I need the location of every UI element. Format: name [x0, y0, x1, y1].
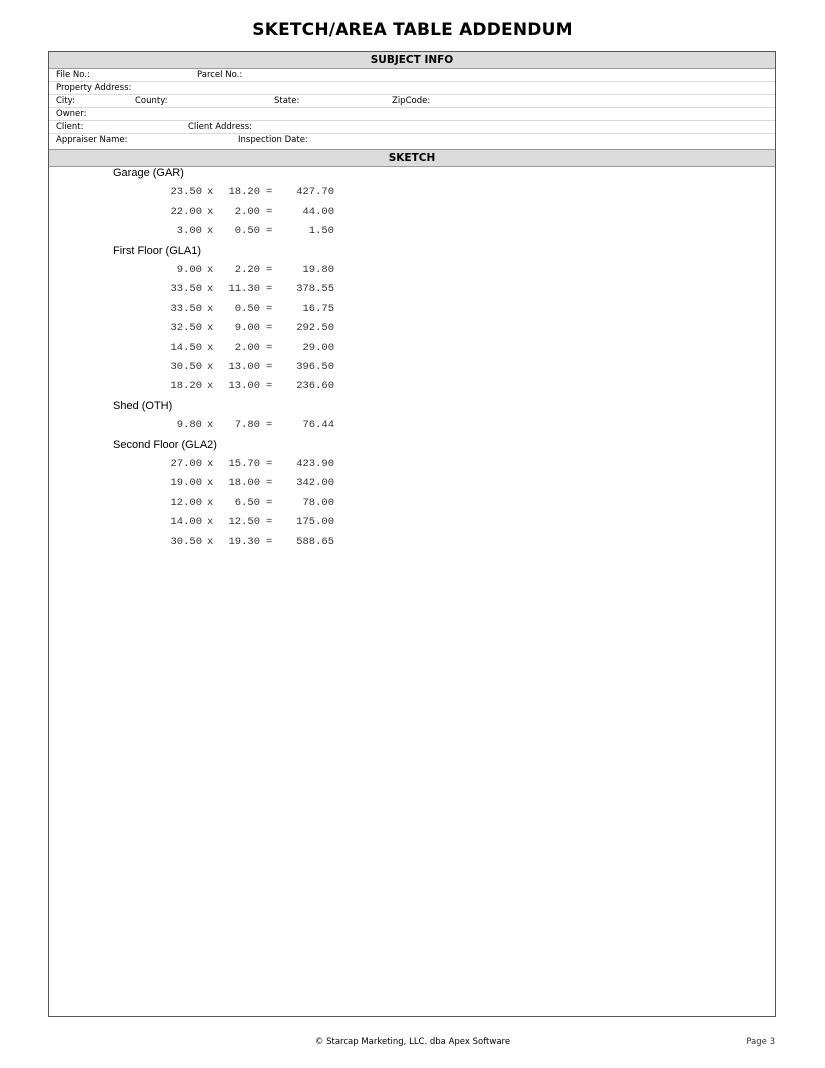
- dimension-b: 18.20: [228, 186, 260, 199]
- times-symbol: x: [207, 225, 214, 238]
- client-address-label: Client Address:: [188, 122, 253, 132]
- times-symbol: x: [207, 361, 214, 373]
- dimension-b: 6.50: [234, 496, 260, 509]
- equals-symbol: =: [266, 419, 273, 432]
- owner-label: Owner:: [56, 109, 87, 119]
- dimension-a: 23.50: [170, 186, 202, 199]
- area-result: 175.00: [296, 516, 334, 529]
- area-result: 1.50: [308, 225, 334, 238]
- times-symbol: x: [207, 419, 214, 432]
- times-symbol: x: [207, 302, 214, 315]
- times-symbol: x: [207, 535, 214, 548]
- info-row-address: [49, 82, 775, 95]
- dimension-a: 14.00: [170, 516, 202, 529]
- dimension-a: 30.50: [170, 535, 202, 548]
- times-symbol: x: [207, 264, 214, 276]
- equals-symbol: =: [266, 264, 273, 276]
- dimension-b: 13.00: [228, 361, 260, 373]
- equals-symbol: =: [266, 496, 273, 509]
- area-result: 19.80: [302, 264, 334, 276]
- dimension-a: 32.50: [170, 322, 202, 335]
- dimension-b: 2.00: [234, 341, 260, 354]
- sketch-section-title: Second Floor (GLA2): [113, 438, 217, 451]
- form-frame: [48, 51, 776, 1017]
- times-symbol: x: [207, 186, 214, 199]
- dimension-a: 19.00: [170, 477, 202, 490]
- times-symbol: x: [207, 477, 214, 490]
- document-title: SKETCH/AREA TABLE ADDENDUM: [252, 20, 573, 40]
- dimension-b: 7.80: [234, 419, 260, 432]
- sketch-section-title: Garage (GAR): [113, 167, 184, 179]
- area-result: 588.65: [296, 535, 334, 548]
- equals-symbol: =: [266, 341, 273, 354]
- equals-symbol: =: [266, 458, 273, 470]
- city-label: City:: [56, 96, 75, 106]
- equals-symbol: =: [266, 283, 273, 296]
- dimension-b: 0.50: [234, 225, 260, 238]
- area-result: 44.00: [302, 205, 334, 218]
- state-label: State:: [274, 96, 300, 106]
- equals-symbol: =: [266, 380, 273, 393]
- area-result: 76.44: [302, 419, 334, 432]
- appraiser-name-label: Appraiser Name:: [56, 135, 128, 145]
- area-result: 16.75: [302, 302, 334, 315]
- area-result: 378.55: [296, 283, 334, 296]
- times-symbol: x: [207, 341, 214, 354]
- equals-symbol: =: [266, 302, 273, 315]
- info-row-appraiser: [49, 134, 775, 147]
- sketch-section-title: Shed (OTH): [113, 399, 173, 412]
- area-result: 236.60: [296, 380, 334, 393]
- area-result: 29.00: [302, 341, 334, 354]
- equals-symbol: =: [266, 477, 273, 490]
- sketch-section-title: First Floor (GLA1): [113, 244, 202, 257]
- times-symbol: x: [207, 322, 214, 335]
- dimension-a: 18.20: [170, 380, 202, 393]
- info-row-city: [49, 95, 775, 108]
- dimension-a: 3.00: [176, 225, 202, 238]
- equals-symbol: =: [266, 535, 273, 548]
- info-row-file: [49, 69, 775, 82]
- equals-symbol: =: [266, 322, 273, 335]
- client-label: Client:: [56, 122, 84, 132]
- dimension-a: 9.80: [176, 419, 202, 432]
- area-result: 427.70: [296, 186, 334, 199]
- county-label: County:: [135, 96, 168, 106]
- page-number: Page 3: [746, 1037, 775, 1047]
- info-row-client: [49, 121, 775, 134]
- dimension-a: 22.00: [170, 205, 202, 218]
- times-symbol: x: [207, 516, 214, 529]
- equals-symbol: =: [266, 186, 273, 199]
- dimension-b: 0.50: [234, 302, 260, 315]
- footer-copyright: © Starcap Marketing, LLC. dba Apex Software: [314, 1037, 511, 1047]
- dimension-a: 30.50: [170, 361, 202, 373]
- equals-symbol: =: [266, 225, 273, 238]
- file-no-label: File No.:: [56, 70, 90, 80]
- dimension-a: 27.00: [170, 458, 202, 470]
- dimension-b: 11.30: [228, 283, 260, 296]
- zipcode-label: ZipCode:: [392, 96, 431, 106]
- dimension-a: 14.50: [170, 341, 202, 354]
- times-symbol: x: [207, 283, 214, 296]
- equals-symbol: =: [266, 361, 273, 373]
- dimension-b: 15.70: [228, 458, 260, 470]
- dimension-a: 9.00: [176, 264, 202, 276]
- parcel-no-label: Parcel No.:: [197, 70, 243, 80]
- area-result: 423.90: [296, 458, 334, 470]
- times-symbol: x: [207, 380, 214, 393]
- area-result: 342.00: [296, 477, 334, 490]
- times-symbol: x: [207, 205, 214, 218]
- dimension-b: 9.00: [234, 322, 260, 335]
- dimension-b: 18.00: [228, 477, 260, 490]
- dimension-b: 2.20: [234, 264, 260, 276]
- inspection-date-label: Inspection Date:: [238, 135, 308, 145]
- dimension-a: 33.50: [170, 283, 202, 296]
- area-result: 292.50: [296, 322, 334, 335]
- dimension-b: 2.00: [234, 205, 260, 218]
- equals-symbol: =: [266, 205, 273, 218]
- dimension-b: 19.30: [228, 535, 260, 548]
- area-result: 78.00: [302, 496, 334, 509]
- sketch-heading: SKETCH: [49, 149, 775, 167]
- times-symbol: x: [207, 496, 214, 509]
- property-address-label: Property Address:: [56, 83, 132, 93]
- dimension-b: 12.50: [228, 516, 260, 529]
- area-result: 396.50: [296, 361, 334, 373]
- subject-info-heading: SUBJECT INFO: [49, 52, 775, 69]
- equals-symbol: =: [266, 516, 273, 529]
- dimension-a: 12.00: [170, 496, 202, 509]
- times-symbol: x: [207, 458, 214, 470]
- dimension-a: 33.50: [170, 302, 202, 315]
- dimension-b: 13.00: [228, 380, 260, 393]
- info-row-owner: [49, 108, 775, 121]
